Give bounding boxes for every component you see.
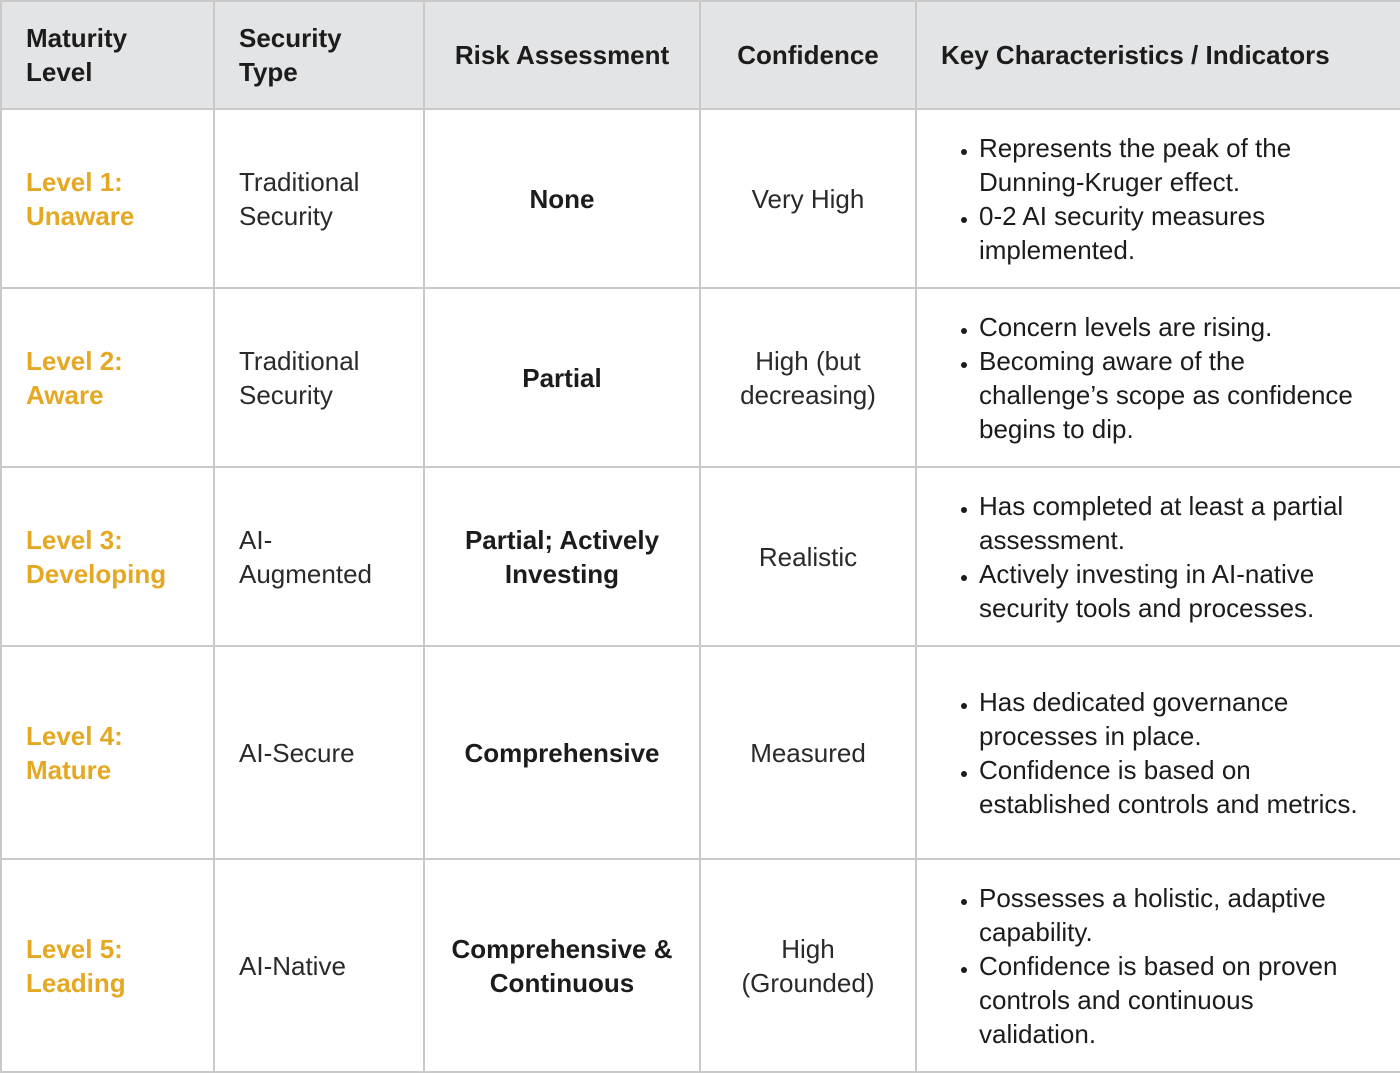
table-header: [1, 1, 1400, 109]
list-item: • 0-2 AI security measures implemented.: [979, 199, 1376, 267]
risk-assessment-cell: Comprehensive: [424, 646, 700, 859]
maturity-level-cell: Level 2: Aware: [1, 288, 214, 467]
characteristics-list: [941, 489, 1376, 625]
list-item: • Possesses a holistic, adaptive capability.: [979, 881, 1376, 949]
header-maturity-level: Maturity Level: [1, 1, 214, 109]
table-row: [1, 646, 1400, 859]
list-item: • Actively investing in AI-native security tools and processes.: [979, 557, 1376, 625]
list-item: • Confidence is based on proven controls and continuous validation.: [979, 949, 1376, 1051]
characteristics-cell: [916, 859, 1400, 1072]
security-type-cell: Traditional Security: [214, 288, 424, 467]
table-row: [1, 859, 1400, 1072]
confidence-cell: Realistic: [700, 467, 916, 646]
table-body: [1, 109, 1400, 1072]
list-item: • Concern levels are rising.: [979, 310, 1376, 344]
header-key-characteristics: Key Characteristics / Indicators: [916, 1, 1400, 109]
characteristics-list: [941, 685, 1376, 821]
confidence-cell: High (but decreasing): [700, 288, 916, 467]
maturity-level-cell: Level 3: Developing: [1, 467, 214, 646]
security-type-cell: AI-Secure: [214, 646, 424, 859]
list-item: • Represents the peak of the Dunning-Kruger effect.: [979, 131, 1376, 199]
security-type-cell: Traditional Security: [214, 109, 424, 288]
confidence-cell: High (Grounded): [700, 859, 916, 1072]
list-item: • Has dedicated governance processes in place.: [979, 685, 1376, 753]
table-row: [1, 467, 1400, 646]
characteristics-list: [941, 310, 1376, 446]
header-risk-assessment: Risk Assessment: [424, 1, 700, 109]
risk-assessment-cell: Partial; Actively Investing: [424, 467, 700, 646]
confidence-cell: Measured: [700, 646, 916, 859]
header-security-type: Security Type: [214, 1, 424, 109]
table-row: [1, 109, 1400, 288]
characteristics-cell: [916, 467, 1400, 646]
header-row: [1, 1, 1400, 109]
maturity-level-cell: Level 5: Leading: [1, 859, 214, 1072]
security-type-cell: AI-Augmented: [214, 467, 424, 646]
table-row: [1, 288, 1400, 467]
characteristics-cell: [916, 288, 1400, 467]
risk-assessment-cell: Comprehensive & Continuous: [424, 859, 700, 1072]
characteristics-list: [941, 881, 1376, 1051]
characteristics-cell: [916, 109, 1400, 288]
list-item: • Confidence is based on established controls and metrics.: [979, 753, 1376, 821]
maturity-level-cell: Level 4: Mature: [1, 646, 214, 859]
risk-assessment-cell: Partial: [424, 288, 700, 467]
characteristics-list: [941, 131, 1376, 267]
list-item: • Has completed at least a partial assessment.: [979, 489, 1376, 557]
maturity-level-cell: Level 1: Unaware: [1, 109, 214, 288]
header-confidence: Confidence: [700, 1, 916, 109]
risk-assessment-cell: None: [424, 109, 700, 288]
characteristics-cell: [916, 646, 1400, 859]
security-type-cell: AI-Native: [214, 859, 424, 1072]
confidence-cell: Very High: [700, 109, 916, 288]
list-item: • Becoming aware of the challenge’s scope as confidence begins to dip.: [979, 344, 1376, 446]
